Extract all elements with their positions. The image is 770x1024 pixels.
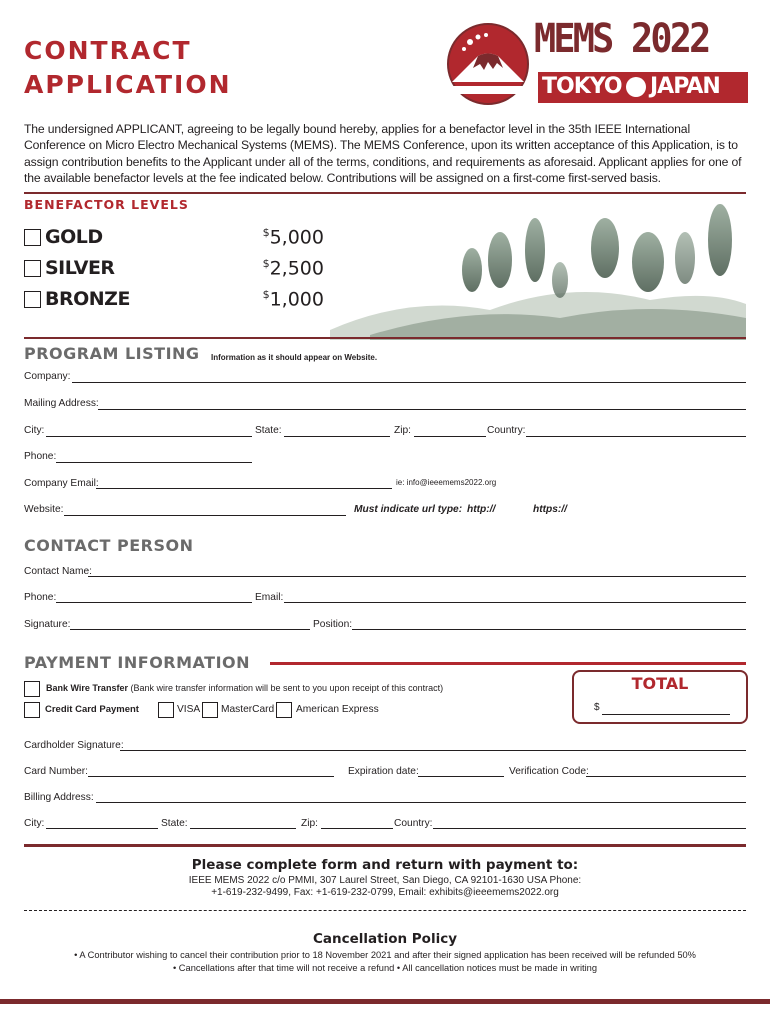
price-bronze-amount: 1,000 [269, 288, 324, 311]
cancel-heading: Cancellation Policy [312, 931, 458, 947]
card-number-label: Card Number: [24, 766, 88, 777]
contact-name-field[interactable] [88, 576, 746, 577]
address-line-2: +1-619-232-9499, Fax: +1-619-232-0799, Email: exhibits@ieeemems2022.org [211, 887, 559, 898]
contact-phone-field[interactable] [56, 602, 252, 603]
dollar-sign: $ [262, 257, 270, 270]
expiration-label: Expiration date: [348, 766, 419, 777]
state-label: State: [255, 425, 282, 436]
total-label: TOTAL [631, 674, 689, 693]
benefactor-heading: BENEFACTOR LEVELS [24, 197, 189, 212]
cardholder-field[interactable] [120, 750, 746, 751]
program-heading: PROGRAM LISTING [24, 344, 200, 363]
billing-city-label: City: [24, 818, 45, 829]
price-gold-amount: 5,000 [269, 226, 324, 249]
landscape-illustration [330, 200, 746, 340]
billing-state-label: State: [161, 818, 188, 829]
zip-label: Zip: [394, 425, 411, 436]
contact-phone-label: Phone: [24, 592, 57, 603]
company-label: Company: [24, 371, 71, 382]
http-option[interactable]: http:// [467, 504, 496, 515]
verification-field[interactable] [586, 776, 746, 777]
title-contract: CONTRACT [24, 36, 192, 65]
level-bronze [24, 288, 130, 310]
phone-field[interactable] [56, 462, 252, 463]
level-bronze-label: BRONZE [45, 288, 130, 310]
url-note: Must indicate url type: [354, 504, 463, 515]
email-hint: ie: info@ieeemems2022.org [396, 478, 497, 487]
visa-checkbox[interactable] [158, 702, 174, 718]
flower-icon [626, 77, 646, 97]
level-gold [24, 226, 103, 248]
expiration-field[interactable] [418, 776, 504, 777]
phone-label: Phone: [24, 451, 57, 462]
wire-note: (Bank wire transfer information will be sent to you upon receipt of this contract) [130, 683, 444, 693]
silver-checkbox[interactable] [24, 260, 41, 277]
country-label: Country: [487, 425, 526, 436]
mailing-label: Mailing Address: [24, 398, 99, 409]
signature-label: Signature: [24, 619, 71, 630]
company-field[interactable] [72, 382, 746, 383]
price-gold [262, 226, 324, 248]
website-label: Website: [24, 504, 64, 515]
logo-banner [538, 72, 748, 103]
cancel-line-1: • A Contributor wishing to cancel their contribution prior to 18 November 2021 and after their signed application has been received will be refunded 50% [74, 950, 696, 960]
amex-label: American Express [296, 704, 379, 715]
contact-email-field[interactable] [284, 602, 746, 603]
wire-option [46, 683, 443, 693]
price-silver-amount: 2,500 [269, 257, 324, 280]
contact-name-label: Contact Name: [24, 566, 92, 577]
price-silver [262, 257, 324, 279]
level-gold-label: GOLD [45, 226, 103, 248]
billing-label: Billing Address: [24, 792, 94, 803]
mastercard-label: MasterCard [221, 704, 275, 715]
cancel-line-2: • Cancellations after that time will not receive a refund • All cancellation notices must be made in writing [172, 963, 598, 973]
bottom-bar [0, 999, 770, 1004]
visa-label: VISA [177, 704, 201, 715]
cardholder-label: Cardholder Signature: [24, 740, 124, 751]
mount-fuji-seal [440, 22, 536, 106]
email-field[interactable] [96, 488, 392, 489]
wire-checkbox[interactable] [24, 681, 40, 697]
https-option[interactable]: https:// [533, 504, 567, 515]
level-silver [24, 257, 115, 279]
payment-rule [270, 662, 746, 665]
billing-zip-field[interactable] [321, 828, 393, 829]
card-number-field[interactable] [88, 776, 334, 777]
program-note: Information as it should appear on Website. [211, 353, 378, 362]
total-box [572, 670, 748, 724]
mastercard-checkbox[interactable] [202, 702, 218, 718]
gold-checkbox[interactable] [24, 229, 41, 246]
mems-logo [440, 16, 748, 106]
website-field[interactable] [64, 515, 346, 516]
contact-heading: CONTACT PERSON [24, 536, 194, 555]
card-label: Credit Card Payment [45, 704, 139, 715]
country-field[interactable] [526, 436, 746, 437]
logo-title: MEMS 2022 [534, 16, 709, 62]
billing-field[interactable] [96, 802, 746, 803]
dollar-sign: $ [262, 226, 270, 239]
card-checkbox[interactable] [24, 702, 40, 718]
dollar-sign: $ [262, 288, 270, 301]
return-heading: Please complete form and return with payment to: [191, 857, 579, 873]
divider [24, 337, 746, 339]
city-label: City: [24, 425, 45, 436]
divider [24, 844, 746, 847]
title-application: APPLICATION [24, 70, 232, 99]
city-field[interactable] [46, 436, 252, 437]
position-label: Position: [313, 619, 353, 630]
billing-city-field[interactable] [46, 828, 158, 829]
verification-label: Verification Code: [509, 766, 589, 777]
billing-zip-label: Zip: [301, 818, 318, 829]
bronze-checkbox[interactable] [24, 291, 41, 308]
billing-state-field[interactable] [190, 828, 296, 829]
total-symbol: $ [594, 702, 600, 713]
state-field[interactable] [284, 436, 390, 437]
amex-checkbox[interactable] [276, 702, 292, 718]
contact-email-label: Email: [255, 592, 284, 603]
total-field[interactable] [602, 714, 730, 715]
logo-tokyo: TOKYO [542, 74, 622, 99]
dashed-divider [24, 910, 746, 911]
position-field[interactable] [352, 629, 746, 630]
price-bronze [262, 288, 324, 310]
payment-heading: PAYMENT INFORMATION [24, 653, 251, 672]
wire-label: Bank Wire Transfer [46, 683, 128, 693]
address-line-1: IEEE MEMS 2022 c/o PMMI, 307 Laurel Street, San Diego, CA 92101-1630 USA Phone: [188, 875, 582, 886]
signature-field[interactable] [70, 629, 310, 630]
logo-japan: JAPAN [650, 74, 720, 99]
intro-paragraph: The undersigned APPLICANT, agreeing to be legally bound hereby, applies for a benefactor level in the 35th IEEE International Conference on Micro Electro Mechanical Systems (MEMS). The MEMS Conference, upon its written acceptance of this Application, is to assign contribution benefits to the Applicant under all of the terms, conditions, and requirements as aforesaid. Applicant applies for one of the available benefactor levels at the fee indicated below. Contributions will be assigned on a first-come first-served basis. [24, 122, 742, 185]
email-label: Company Email: [24, 478, 99, 489]
zip-field[interactable] [414, 436, 486, 437]
mailing-field[interactable] [98, 409, 746, 410]
level-silver-label: SILVER [45, 257, 115, 279]
divider [24, 192, 746, 194]
billing-country-field[interactable] [433, 828, 746, 829]
billing-country-label: Country: [394, 818, 433, 829]
